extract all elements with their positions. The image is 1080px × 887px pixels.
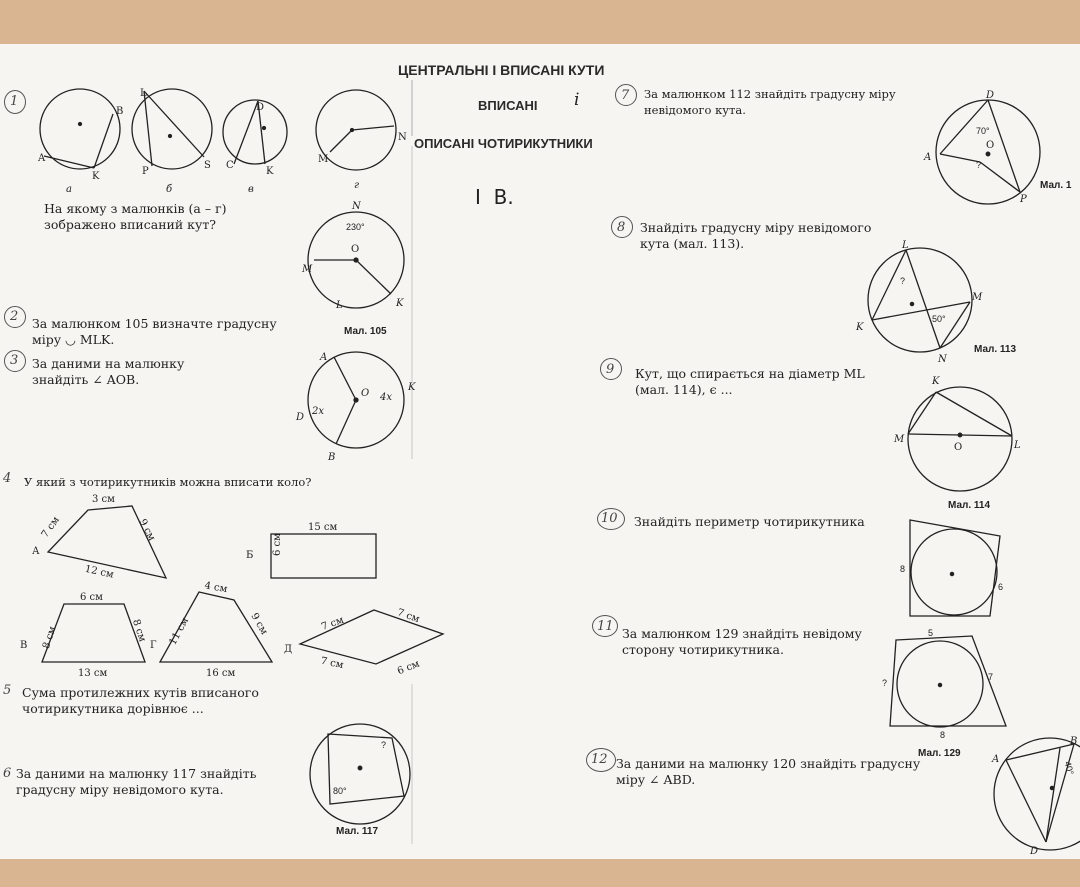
point-label: K <box>266 166 274 177</box>
point-label: O <box>351 244 360 255</box>
point-label: L <box>902 240 909 251</box>
point-label: K <box>92 171 100 182</box>
point-label: M <box>894 434 905 445</box>
point-label: A <box>320 352 328 363</box>
caption-mal-129: Мал. 129 <box>918 748 961 759</box>
side-length: 7 см <box>39 514 62 540</box>
task-2-text: За малюнком 105 визначте градусну міру ◡ MLK. <box>32 316 277 347</box>
side-length: 7 см <box>319 655 345 672</box>
point-label: K <box>408 382 416 393</box>
variant-label: I B. <box>475 185 514 209</box>
task-number: 5 <box>3 683 12 698</box>
unknown-mark: ? <box>900 276 906 286</box>
quad-letter: Б <box>246 550 254 561</box>
quad-letter: Д <box>284 644 293 655</box>
angle-value: 50° <box>932 314 946 324</box>
angle-value: 40° <box>1062 760 1076 776</box>
point-label: N <box>398 132 407 143</box>
point-label: O <box>986 140 995 151</box>
figure-mal-114 <box>908 387 1012 491</box>
worksheet-page <box>0 44 1080 859</box>
task-11-text: За малюнком 129 знайдіть невідому сторону чотирикутника. <box>622 626 862 657</box>
task-number: 8 <box>617 220 626 235</box>
side-length: 7 <box>988 672 994 682</box>
point-label: C <box>226 160 234 171</box>
task-10-text: Знайдіть периметр чотирикутника <box>634 514 865 529</box>
task-9-text: Кут, що спирається на діаметр ML (мал. 114), є ... <box>635 366 865 397</box>
figure-1b <box>132 89 212 169</box>
quad-b <box>271 534 376 578</box>
side-length: 13 см <box>78 668 108 679</box>
point-label: A <box>38 153 46 164</box>
side-length: 12 см <box>83 563 115 581</box>
side-length: 7 см <box>319 614 346 633</box>
figure-letter: г <box>354 180 360 191</box>
point-label: L <box>336 300 343 311</box>
side-length: 6 см <box>80 592 103 603</box>
figure-mal-113 <box>868 248 972 352</box>
side-length: 11 см <box>167 616 192 648</box>
point-label: B <box>1070 736 1078 747</box>
point-label: D <box>1030 846 1039 857</box>
figure-perimeter <box>910 520 1000 616</box>
caption-mal-112: Мал. 1 <box>1040 180 1072 191</box>
task-number: 3 <box>10 353 19 368</box>
point-label: D <box>986 90 995 101</box>
arc-value: 230° <box>346 222 365 232</box>
point-label: M <box>972 292 983 303</box>
side-length: 6 см <box>395 658 422 678</box>
caption-mal-114: Мал. 114 <box>948 500 991 511</box>
quad-letter: А <box>32 546 40 557</box>
angle-value: 70° <box>976 126 990 136</box>
unknown-mark: ? <box>381 740 387 750</box>
side-length: 6 <box>998 582 1004 592</box>
quad-letter: В <box>20 640 28 651</box>
task-number: 12 <box>591 752 608 767</box>
task-number: 6 <box>3 766 12 781</box>
quad-v <box>42 604 145 662</box>
point-label: B <box>328 452 336 463</box>
point-label: N <box>352 201 361 212</box>
angle-value: 4x <box>380 392 393 403</box>
quad-letter: Г <box>150 640 157 651</box>
point-label: A <box>924 152 932 163</box>
subtitle-circumscribed: ОПИСАНІ ЧОТИРИКУТНИКИ <box>414 136 593 151</box>
task-number: 7 <box>621 88 630 103</box>
point-label: D <box>256 102 265 113</box>
side-length: 9 см <box>248 611 270 637</box>
task-5-text: Сума протилежних кутів вписаного чотирикутника дорівнює ... <box>22 685 259 716</box>
point-label: D <box>296 412 305 423</box>
side-length: 6 см <box>272 533 283 556</box>
figure-letter: а <box>66 184 72 195</box>
point-label: M <box>302 264 313 275</box>
side-length: 7 см <box>395 607 421 626</box>
point-label: O <box>361 388 370 399</box>
task-3-text: За даними на малюнку знайдіть ∠ AOB. <box>32 356 185 387</box>
side-length: 15 см <box>308 522 338 533</box>
angle-value: 2x <box>312 406 325 417</box>
figure-1v <box>223 100 287 164</box>
point-label: K <box>932 376 940 387</box>
point-label: B <box>116 106 124 117</box>
figure-letter: в <box>248 184 254 195</box>
figure-letter: б <box>166 184 173 195</box>
figure-mal-112 <box>936 100 1040 204</box>
task-12-text: За даними на малюнку 120 знайдіть градусну міру ∠ ABD. <box>616 756 921 787</box>
task-8-text: Знайдіть градусну міру невідомого кута (мал. 113). <box>640 220 872 251</box>
unknown-mark: ? <box>882 678 888 688</box>
side-length: 5 <box>928 628 934 638</box>
point-label: N <box>938 354 947 365</box>
point-label: A <box>992 754 1000 765</box>
figure-1a <box>40 89 120 169</box>
subtitle-mark: і <box>574 90 580 110</box>
side-length: 3 см <box>92 494 115 505</box>
caption-mal-117: Мал. 117 <box>336 826 379 837</box>
angle-value: 80° <box>333 786 347 796</box>
task-number: 2 <box>10 309 19 324</box>
subtitle-inscribed: ВПИСАНІ <box>478 98 538 113</box>
caption-mal-105: Мал. 105 <box>344 326 387 337</box>
page-title: ЦЕНТРАЛЬНІ І ВПИСАНІ КУТИ <box>398 62 605 78</box>
caption-mal-113: Мал. 113 <box>974 344 1017 355</box>
point-label: S <box>204 160 211 171</box>
figure-mal-117 <box>310 724 410 824</box>
figures-layer <box>0 44 1080 859</box>
side-length: 8 см <box>130 618 148 644</box>
unknown-mark: ? <box>976 160 982 170</box>
figure-mal-120 <box>994 738 1080 850</box>
task-number: 4 <box>3 471 12 486</box>
point-label: P <box>1020 194 1027 205</box>
point-label: L <box>140 88 147 99</box>
task-4-text: У який з чотирикутників можна вписати коло? <box>24 475 312 489</box>
task-6-text: За даними на малюнку 117 знайдіть градусну міру невідомого кута. <box>16 766 257 797</box>
point-label: O <box>954 442 963 453</box>
point-label: P <box>142 166 149 177</box>
task-number: 10 <box>601 511 618 526</box>
side-length: 8 <box>900 564 906 574</box>
side-length: 16 см <box>206 668 236 679</box>
point-label: L <box>1014 440 1021 451</box>
side-length: 8 <box>940 730 946 740</box>
task-number: 1 <box>10 94 19 109</box>
task-7-text: За малюнком 112 знайдіть градусну міру невідомого кута. <box>644 87 896 117</box>
task-number: 11 <box>597 619 614 634</box>
point-label: K <box>856 322 864 333</box>
side-length: 9 см <box>136 517 158 543</box>
point-label: K <box>396 298 404 309</box>
side-length: 8 см <box>41 625 59 651</box>
task-number: 9 <box>606 362 615 377</box>
task-1-text: На якому з малюнків (а – г) зображено вписаний кут? <box>44 201 227 232</box>
point-label: M <box>318 154 329 165</box>
side-length: 4 см <box>203 580 229 596</box>
